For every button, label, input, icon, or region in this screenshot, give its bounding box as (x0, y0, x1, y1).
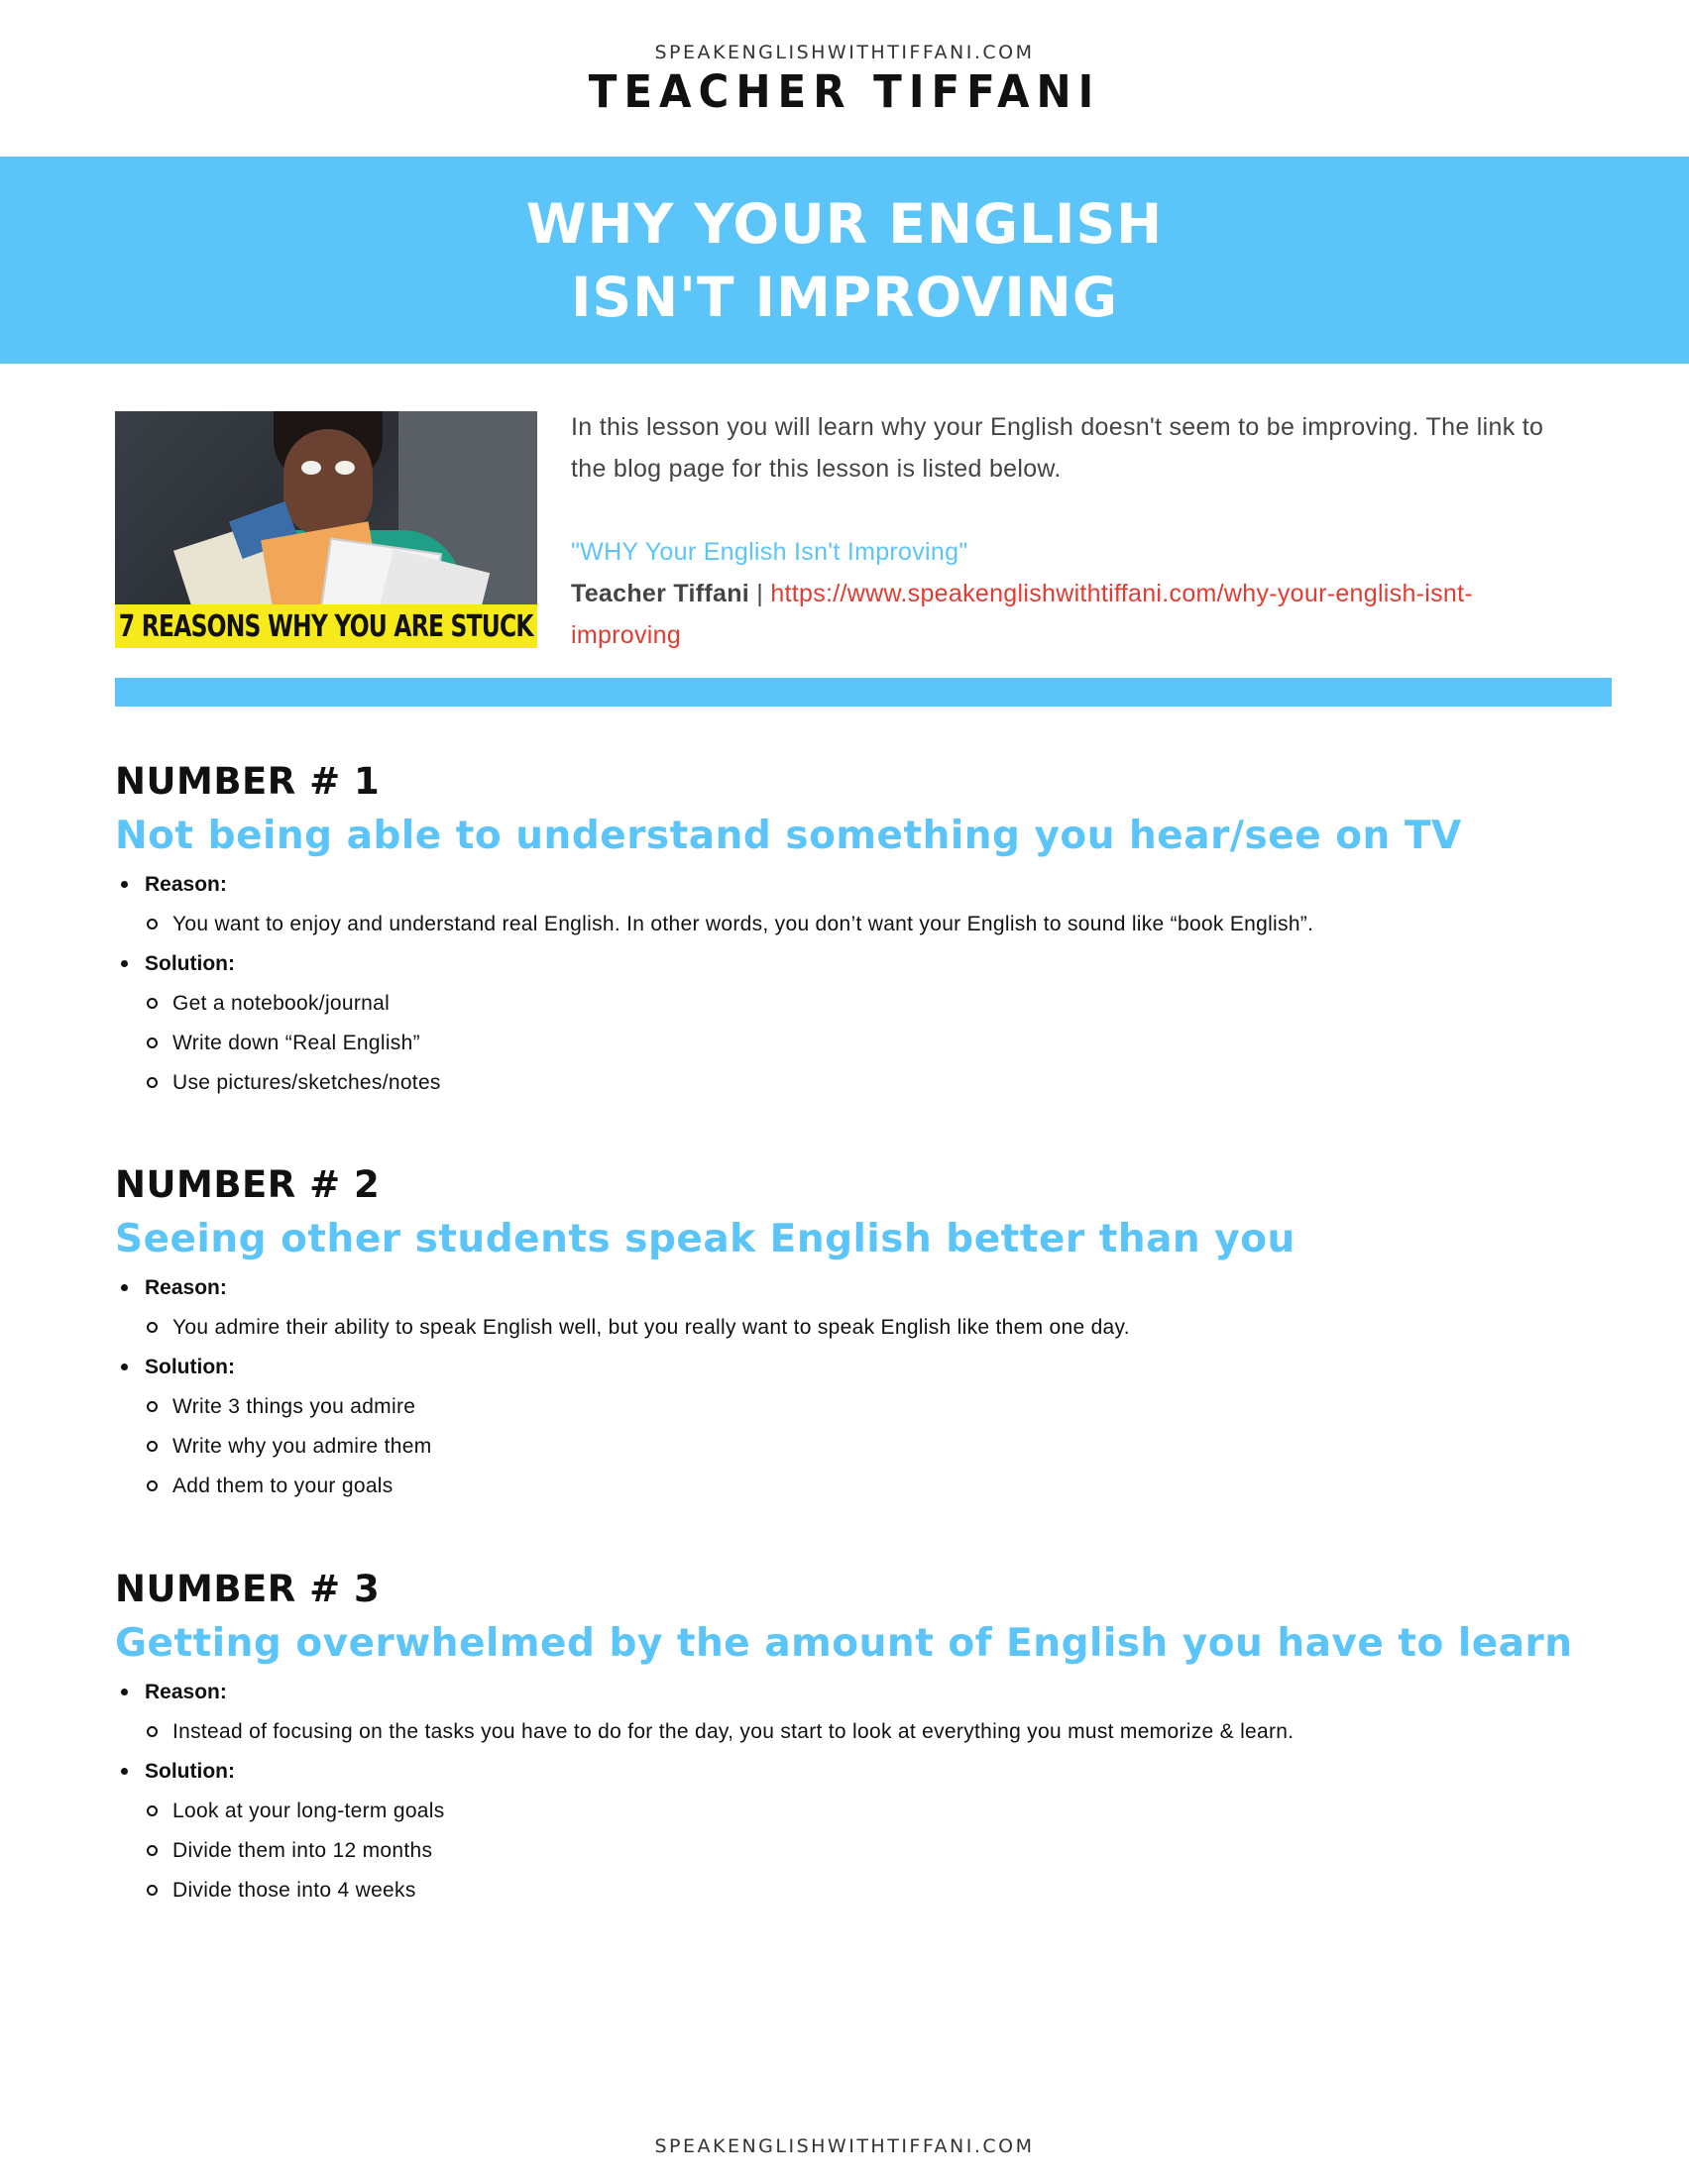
blog-link[interactable]: https://www.speakenglishwithtiffani.com/why-your-english-isnt-improving (571, 580, 1474, 649)
solution-text: Write why you admire them (172, 1427, 1602, 1467)
reason-label: Reason: (145, 873, 227, 896)
section-3 (115, 1564, 1602, 1911)
section-topic: Seeing other students speak English better than you (115, 1217, 1295, 1261)
solution-text: Get a notebook/journal (172, 984, 1602, 1024)
solution-label: Solution: (145, 1356, 235, 1378)
thumbnail-caption: 7 REASONS WHY YOU ARE STUCK (115, 604, 537, 648)
site-url-header: SPEAKENGLISHWITHTIFFANI.COM (654, 42, 1035, 63)
video-thumbnail-image (115, 411, 537, 648)
solution-text: Add them to your goals (172, 1467, 1602, 1506)
solution-label: Solution: (145, 1760, 235, 1783)
reason-label: Reason: (145, 1276, 227, 1299)
section-divider (115, 678, 1612, 707)
solution-label: Solution: (145, 952, 235, 975)
solution-text: Divide those into 4 weeks (172, 1871, 1602, 1911)
section-topic: Not being able to understand something you hear/see on TV (115, 814, 1462, 858)
section-number: NUMBER # 3 (115, 1568, 381, 1610)
reason-text: Instead of focusing on the tasks you have to do for the day, you start to look at everything you must memorize & learn. (172, 1712, 1602, 1752)
solution-item (145, 1348, 1602, 1506)
blog-title: "WHY Your English Isn't Improving" (571, 538, 968, 566)
solution-item (145, 944, 1602, 1103)
title-banner (0, 157, 1689, 364)
solution-text: Divide them into 12 months (172, 1831, 1602, 1871)
banner-title-line-2: ISN'T IMPROVING (571, 265, 1118, 329)
solution-text: Use pictures/sketches/notes (172, 1063, 1602, 1103)
reason-text: You want to enjoy and understand real English. In other words, you don’t want your English to sound like “book English”. (172, 905, 1602, 944)
intro-text: In this lesson you will learn why your English doesn't seem to be improving. The link to the blog page for this lesson is listed below. (571, 413, 1544, 483)
intro-block (571, 406, 1572, 656)
solution-item (145, 1752, 1602, 1911)
solution-text: Write down “Real English” (172, 1024, 1602, 1063)
section-number: NUMBER # 2 (115, 1163, 381, 1206)
section-1 (115, 756, 1602, 1103)
reason-text: You admire their ability to speak English well, but you really want to speak English like them one day. (172, 1308, 1602, 1348)
solution-text: Look at your long-term goals (172, 1792, 1602, 1831)
solution-text: Write 3 things you admire (172, 1387, 1602, 1427)
site-url-footer: SPEAKENGLISHWITHTIFFANI.COM (654, 2135, 1035, 2157)
reason-label: Reason: (145, 1681, 227, 1703)
section-2 (115, 1159, 1602, 1506)
reason-item (145, 865, 1602, 944)
banner-title-line-1: WHY YOUR ENGLISH (525, 191, 1164, 256)
section-number: NUMBER # 1 (115, 760, 381, 803)
reason-item (145, 1268, 1602, 1348)
author-name: Teacher Tiffani (571, 580, 750, 607)
section-topic: Getting overwhelmed by the amount of English you have to learn (115, 1621, 1573, 1666)
reason-item (145, 1673, 1602, 1752)
brand-title: TEACHER TIFFANI (588, 65, 1101, 118)
author-separator: | (749, 580, 771, 607)
